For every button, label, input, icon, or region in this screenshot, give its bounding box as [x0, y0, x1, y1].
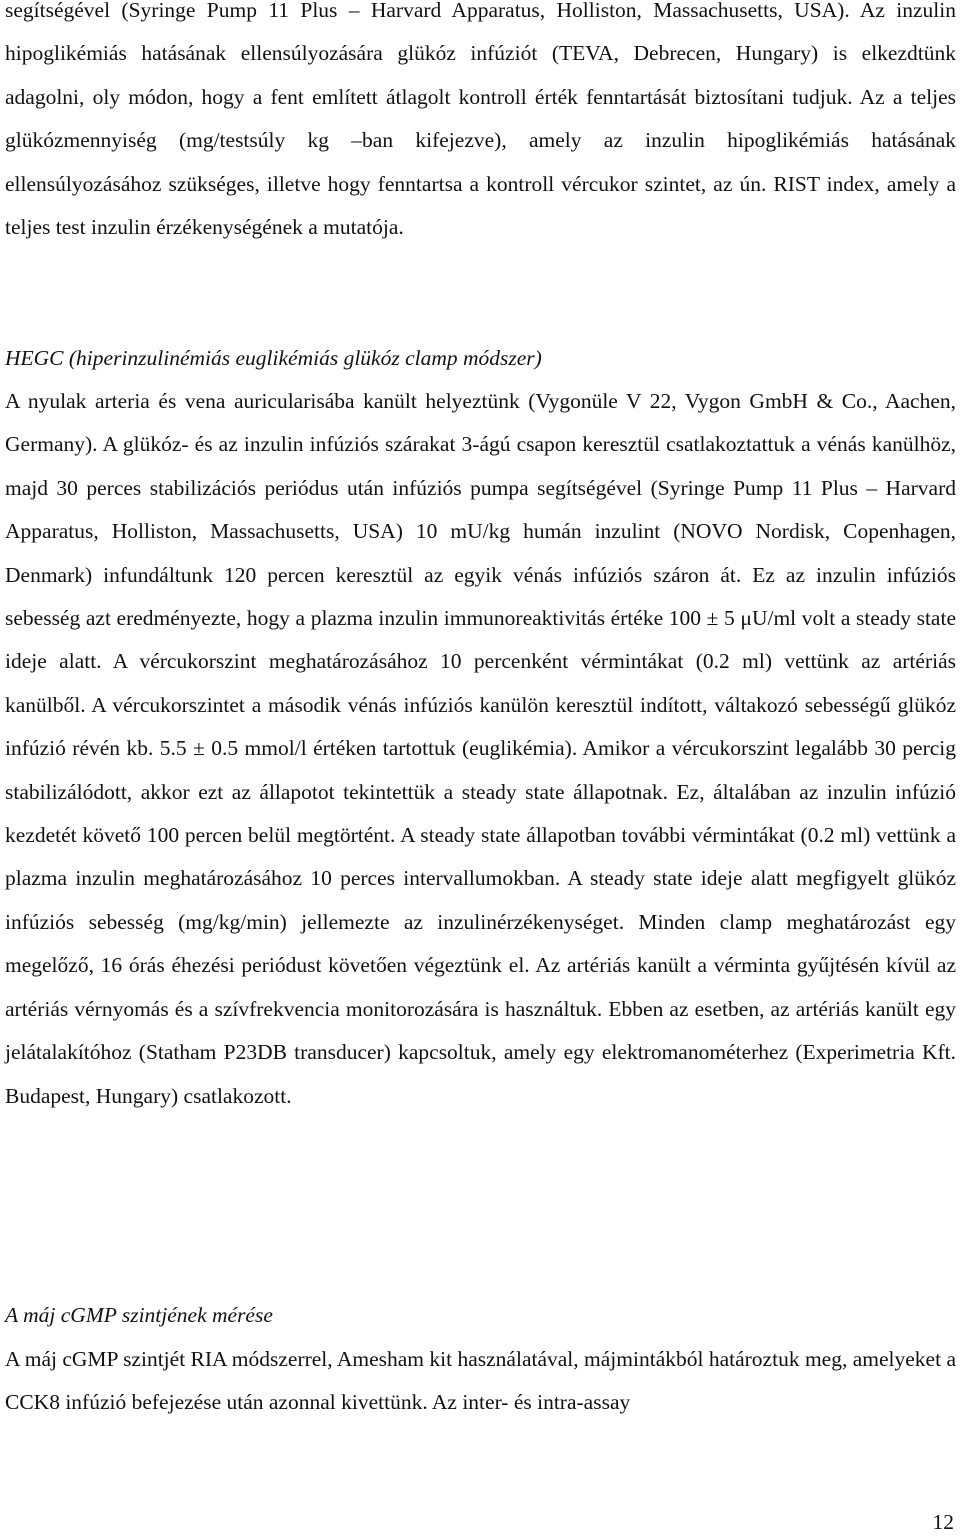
section-heading-hegc: HEGC (hiperinzulinémiás euglikémiás glükóz clamp módszer)	[5, 346, 542, 370]
section-heading-liver-cgmp: A máj cGMP szintjének mérése	[5, 1303, 273, 1327]
paragraph-rist-index: segítségével (Syringe Pump 11 Plus – Harvard Apparatus, Holliston, Massachusetts, USA). Az inzulin hipoglikémiás hatásának ellensúlyozására glükóz infúziót (TEVA, Debrecen, Hungary) is elkezdtünk adagolni, oly módon, hogy a fent említett átlagolt kontroll érték fenntartását biztosítani tudjuk. Az a teljes glükózmennyiség (mg/testsúly kg –ban kifejezve), amely az inzulin hipoglikémiás hatásának ellensúlyozásához szükséges, illetve hogy fenntartsa a kontroll vércukor szintet, az ún. RIST index, amely a teljes test inzulin érzékenységének a mutatója.	[5, 0, 956, 240]
paragraph-liver-cgmp: A máj cGMP szintjét RIA módszerrel, Amesham kit használatával, májmintákból határoztuk meg, amelyeket a CCK8 infúzió befejezése után azonnal kivettünk. Az inter- és intra-assay	[5, 1347, 956, 1415]
page-number: 12	[932, 1510, 954, 1534]
paragraph-hegc-method: A nyulak arteria és vena auricularisába kanült helyeztünk (Vygonüle V 22, Vygon GmbH & Co., Aachen, Germany). A glükóz- és az inzulin infúziós szárakat 3-ágú csapon keresztül csatlakoztattuk a vénás kanülhöz, majd 30 perces stabilizációs periódus után infúziós pumpa segítségével (Syringe Pump 11 Plus – Harvard Apparatus, Holliston, Massachusetts, USA) 10 mU/kg humán inzulint (NOVO Nordisk, Copenhagen, Denmark) infundáltunk 120 percen keresztül az egyik vénás infúziós száron át. Ez az inzulin infúziós sebesség azt eredményezte, hogy a plazma inzulin immunoreaktivitás értéke 100 ± 5 μU/ml volt a steady state ideje alatt. A vércukorszint meghatározásához 10 percenként vérmintákat (0.2 ml) vettünk az artériás kanülből. A vércukorszintet a második vénás infúziós kanülön keresztül indított, váltakozó sebességű glükóz infúzió révén kb. 5.5 ± 0.5 mmol/l értéken tartottuk (euglikémia). Amikor a vércukorszint legalább 30 percig stabilizálódott, akkor ezt az állapotot tekintettük a steady state állapotnak. Ez, általában az inzulin infúzió kezdetét követő 100 percen belül megtörtént. A steady state állapotban további vérmintákat (0.2 ml) vettünk a plazma inzulin meghatározásához 10 perces intervallumokban. A steady state ideje alatt megfigyelt glükóz infúziós sebesség (mg/kg/min) jellemezte az inzulinérzékenységet. Minden clamp meghatározást egy megelőző, 16 órás éhezési periódust követően végeztünk el. Az artériás kanült a vérminta gyűjtésén kívül az artériás vérnyomás és a szívfrekvencia monitorozására is használtuk. Ebben az esetben, az artériás kanült egy jelátalakítóhoz (Statham P23DB transducer) kapcsoltuk, amely egy elektromanométerhez (Experimetria Kft. Budapest, Hungary) csatlakozott.	[5, 389, 956, 1108]
